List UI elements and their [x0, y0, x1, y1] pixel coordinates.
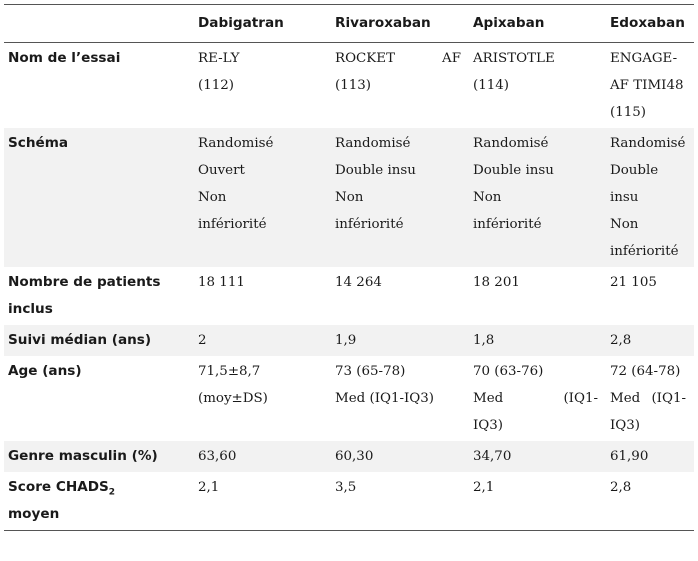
- cell-line: 2,8: [610, 480, 632, 495]
- table-cell: [606, 441, 694, 472]
- cell-line: Med (IQ1-IQ3): [335, 391, 435, 406]
- cell-line: 60,30: [335, 449, 374, 464]
- table-row: [4, 128, 694, 267]
- cell-line: infériorité: [335, 217, 404, 232]
- cell-line: Non: [473, 190, 502, 205]
- cell-line: RE-LY: [198, 51, 240, 66]
- cell-line: 14 264: [335, 275, 382, 290]
- cell-line: Non: [335, 190, 364, 205]
- cell-line: Non: [610, 217, 639, 232]
- cell-line: Randomisé: [473, 136, 549, 151]
- table-cell: [606, 43, 694, 129]
- table-cell: [606, 472, 694, 531]
- row-label: Suivi médian (ans): [4, 325, 194, 356]
- row-label: Schéma: [4, 128, 194, 267]
- cell-line: [335, 45, 465, 72]
- table-row: [4, 43, 694, 129]
- table-cell: [194, 128, 331, 267]
- cell-line: 21 105: [610, 275, 657, 290]
- cell-line: insu: [610, 190, 639, 205]
- cell-line: infériorité: [198, 217, 267, 232]
- cell-line: 1,8: [473, 333, 495, 348]
- cell-line: Double insu: [335, 163, 416, 178]
- cell-line: ENGAGE-: [610, 51, 678, 66]
- cell-line: [610, 385, 690, 412]
- row-label-subscript: 2: [108, 487, 116, 498]
- cell-line: 1,9: [335, 333, 357, 348]
- row-label: Genre masculin (%): [4, 441, 194, 472]
- row-label-tail: moyen: [8, 506, 60, 522]
- table-cell: [331, 441, 469, 472]
- cell-line: 73 (65-78): [335, 364, 406, 379]
- table-cell: [469, 441, 606, 472]
- table-cell: [469, 472, 606, 531]
- table-row: [4, 441, 694, 472]
- cell-line: 18 111: [198, 275, 245, 290]
- cell-line: (115): [610, 105, 647, 120]
- table-row: [4, 356, 694, 441]
- table-cell: [331, 472, 469, 531]
- table-cell: [194, 472, 331, 531]
- cell-line: (114): [473, 78, 510, 93]
- cell-line: ARISTOTLE: [473, 51, 555, 66]
- cell-line: Randomisé: [198, 136, 274, 151]
- table-cell: [606, 128, 694, 267]
- table-cell: [331, 43, 469, 129]
- table-cell: [331, 267, 469, 325]
- cell-word: (IQ1-: [651, 391, 686, 406]
- cell-line: 2,8: [610, 333, 632, 348]
- cell-line: (112): [198, 78, 235, 93]
- cell-line: 18 201: [473, 275, 520, 290]
- table-cell: [194, 267, 331, 325]
- cell-line: infériorité: [610, 244, 679, 259]
- cell-line: 70 (63-76): [473, 364, 544, 379]
- row-label: Age (ans): [8, 363, 82, 379]
- table-cell: [194, 441, 331, 472]
- column-header-edoxaban: Edoxaban: [610, 15, 685, 31]
- table-cell: [606, 325, 694, 356]
- table-cell: [194, 356, 331, 441]
- table-cell: [331, 325, 469, 356]
- table-header-row: [4, 5, 694, 43]
- row-label-main: Score CHADS: [8, 479, 109, 495]
- table-cell: [469, 356, 606, 441]
- cell-line: 63,60: [198, 449, 237, 464]
- table-row: [4, 472, 694, 531]
- table-cell: [331, 128, 469, 267]
- table-row: [4, 267, 694, 325]
- cell-line: 2,1: [473, 480, 495, 495]
- column-header-rivaroxaban: Rivaroxaban: [335, 15, 431, 31]
- cell-word: ROCKET: [335, 51, 396, 66]
- table-cell: [469, 128, 606, 267]
- cell-line: Randomisé: [610, 136, 686, 151]
- row-label: [4, 472, 194, 531]
- header-corner-cell: [4, 5, 194, 43]
- table-cell: [606, 267, 694, 325]
- cell-line: (moy±DS): [198, 391, 268, 406]
- table-cell: [469, 43, 606, 129]
- cell-line: (113): [335, 78, 372, 93]
- cell-line: Non: [198, 190, 227, 205]
- table-cell: [194, 325, 331, 356]
- row-label: Nombre de patients inclus: [8, 274, 161, 317]
- table-cell: [469, 325, 606, 356]
- table-cell: [194, 43, 331, 129]
- table-cell: [331, 356, 469, 441]
- cell-line: AF TIMI48: [610, 78, 684, 93]
- cell-line: Ouvert: [198, 163, 245, 178]
- row-label: Nom de l’essai: [8, 50, 121, 66]
- cell-line: 61,90: [610, 449, 649, 464]
- column-header-apixaban: Apixaban: [473, 15, 545, 31]
- table-cell: [469, 267, 606, 325]
- table-row: [4, 325, 694, 356]
- cell-word: (IQ1-: [563, 391, 598, 406]
- cell-line: infériorité: [473, 217, 542, 232]
- cell-line: 71,5±8,7: [198, 364, 261, 379]
- cell-line: IQ3): [610, 418, 641, 433]
- cell-line: 34,70: [473, 449, 512, 464]
- trial-comparison-table: [4, 4, 694, 531]
- cell-line: IQ3): [473, 418, 504, 433]
- cell-line: 2: [198, 333, 207, 348]
- cell-line: Randomisé: [335, 136, 411, 151]
- cell-line: [473, 385, 602, 412]
- table-cell: [606, 356, 694, 441]
- cell-line: 72 (64-78): [610, 364, 681, 379]
- cell-word: Med: [610, 391, 641, 406]
- column-header-dabigatran: Dabigatran: [198, 15, 284, 31]
- cell-line: 3,5: [335, 480, 357, 495]
- cell-word: Med: [473, 391, 504, 406]
- cell-line: Double insu: [473, 163, 554, 178]
- cell-line: 2,1: [198, 480, 220, 495]
- cell-word: AF: [442, 51, 461, 66]
- cell-line: Double: [610, 163, 659, 178]
